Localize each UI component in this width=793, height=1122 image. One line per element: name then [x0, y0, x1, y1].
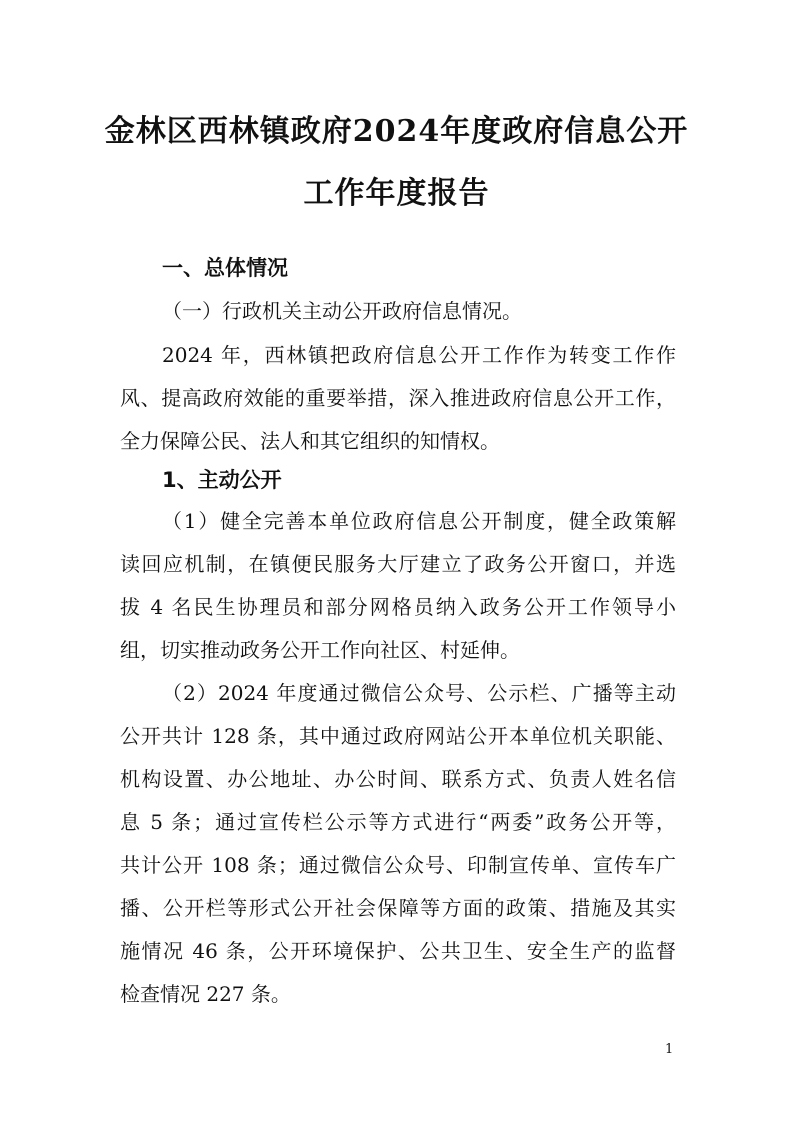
document-title-line-1: 金林区西林镇政府2024年度政府信息公开: [104, 114, 689, 149]
paragraph-line: 检查情况 227 条。: [120, 982, 291, 1006]
document-title-line-2: 工作年度报告: [303, 176, 490, 211]
page-number: 1: [665, 1042, 674, 1057]
paragraph-line: 息 5 条；通过宣传栏公示等方式进行“两委”政务公开等，: [120, 810, 676, 834]
paragraph-line: 播、公开栏等形式公开社会保障等方面的政策、措施及其实: [120, 896, 676, 920]
paragraph-line: 读回应机制，在镇便民服务大厅建立了政务公开窗口，并选: [120, 552, 676, 576]
paragraph-line: 公开共计 128 条，其中通过政府网站公开本单位机关职能、: [120, 724, 676, 748]
paragraph-line: 全力保障公民、法人和其它组织的知情权。: [120, 429, 500, 453]
paragraph-line: （1）健全完善本单位政府信息公开制度，健全政策解: [162, 509, 676, 533]
paragraph-line: 2024 年，西林镇把政府信息公开工作作为转变工作作: [162, 343, 676, 367]
item-heading-active-disclosure: 1、主动公开: [162, 468, 282, 492]
paragraph-line: 共计公开 108 条；通过微信公众号、印制宣传单、宣传车广: [120, 853, 676, 877]
paragraph-line: 机构设置、办公地址、办公时间、联系方式、负责人姓名信: [120, 767, 676, 791]
subsection-heading: （一）行政机关主动公开政府信息情况。: [162, 299, 522, 323]
paragraph-line: （2）2024 年度通过微信公众号、公示栏、广播等主动: [162, 681, 676, 705]
section-heading-overview: 一、总体情况: [162, 256, 288, 280]
paragraph-line: 施情况 46 条，公开环境保护、公共卫生、安全生产的监督: [120, 939, 676, 963]
paragraph-line: 组，切实推动政务公开工作向社区、村延伸。: [120, 638, 520, 662]
paragraph-line: 风、提高政府效能的重要举措，深入推进政府信息公开工作，: [120, 386, 676, 410]
paragraph-line: 拔 4 名民生协理员和部分网格员纳入政务公开工作领导小: [120, 595, 676, 619]
